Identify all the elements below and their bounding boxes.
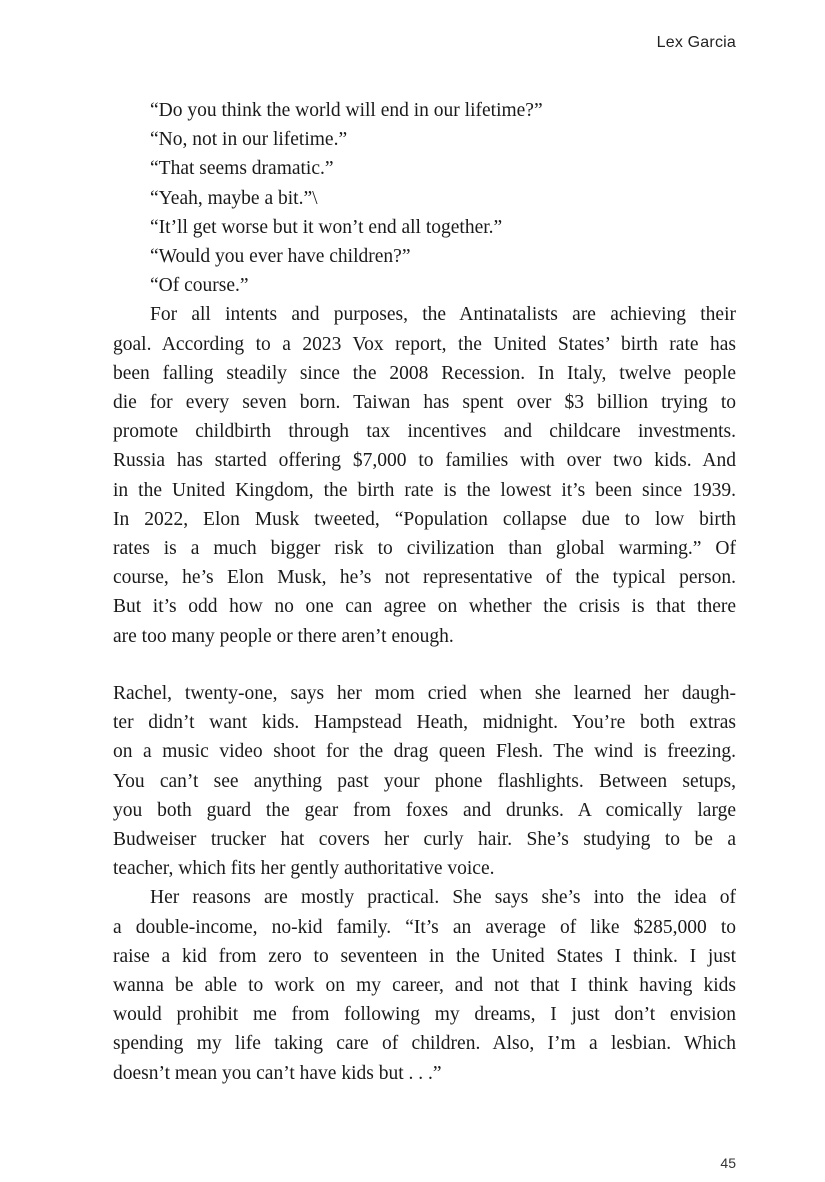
dialogue-line: “That seems dramatic.” [150, 158, 334, 180]
paragraph-line-last: teacher, which fits her gently authoritative voice. [113, 858, 495, 880]
paragraph-line: would prohibit me from following my dreams, I just don’t envision [113, 1004, 736, 1026]
paragraph-line-last: are too many people or there aren’t enough. [113, 625, 454, 647]
running-head-author: Lex Garcia [656, 34, 736, 51]
paragraph-line: ter didn’t want kids. Hampstead Heath, midnight. You’re both extras [113, 712, 736, 734]
paragraph-line: course, he’s Elon Musk, he’s not representative of the typical person. [113, 567, 736, 589]
paragraph-line: wanna be able to work on my career, and not that I think having kids [113, 975, 736, 997]
paragraph-line-last: doesn’t mean you can’t have kids but . . .” [113, 1062, 442, 1084]
paragraph-line: Rachel, twenty-one, says her mom cried when she learned her daugh- [113, 683, 736, 704]
paragraph-line: But it’s odd how no one can agree on whether the crisis is that there [113, 596, 736, 618]
paragraph-line: raise a kid from zero to seventeen in the United States I think. I just [113, 945, 736, 967]
paragraph-line: Her reasons are mostly practical. She says she’s into the idea of [150, 887, 736, 909]
paragraph-line: In 2022, Elon Musk tweeted, “Population collapse due to low birth [113, 508, 736, 530]
paragraph-line: die for every seven born. Taiwan has spent over $3 billion trying to [113, 392, 736, 414]
paragraph-line: you both guard the gear from foxes and drunks. A comically large [113, 799, 736, 821]
paragraph-line: Budweiser trucker hat covers her curly hair. She’s studying to be a [113, 829, 736, 851]
dialogue-line: “Do you think the world will end in our lifetime?” [150, 100, 543, 121]
dialogue-line: “No, not in our lifetime.” [150, 129, 348, 151]
page-number: 45 [720, 1155, 736, 1171]
dialogue-line: “Of course.” [150, 275, 249, 297]
dialogue-line: “Yeah, maybe a bit.”\ [150, 187, 318, 209]
text-section-2 [113, 679, 736, 1088]
paragraph-line: rates is a much bigger risk to civilization than global warming.” Of [113, 538, 736, 560]
dialogue-line: “Would you ever have children?” [150, 246, 411, 268]
paragraph-line: a double-income, no-kid family. “It’s an average of like $285,000 to [113, 916, 736, 938]
paragraph-line: You can’t see anything past your phone flashlights. Between setups, [113, 770, 736, 792]
paragraph-line: been falling steadily since the 2008 Recession. In Italy, twelve people [113, 362, 736, 384]
paragraph-line: spending my life taking care of children. Also, I’m a lesbian. Which [113, 1033, 736, 1055]
paragraph-line: promote childbirth through tax incentives and childcare investments. [113, 421, 736, 443]
paragraph-line: on a music video shoot for the drag queen Flesh. The wind is freezing. [113, 741, 736, 763]
paragraph-line: Russia has started offering $7,000 to families with over two kids. And [113, 450, 736, 472]
text-section-1 [113, 96, 736, 651]
paragraph-line: in the United Kingdom, the birth rate is the lowest it’s been since 1939. [113, 479, 736, 501]
paragraph-line: For all intents and purposes, the Antinatalists are achieving their [150, 304, 736, 326]
paragraph-line: goal. According to a 2023 Vox report, the United States’ birth rate has [113, 333, 736, 355]
dialogue-line: “It’ll get worse but it won’t end all together.” [150, 216, 503, 238]
